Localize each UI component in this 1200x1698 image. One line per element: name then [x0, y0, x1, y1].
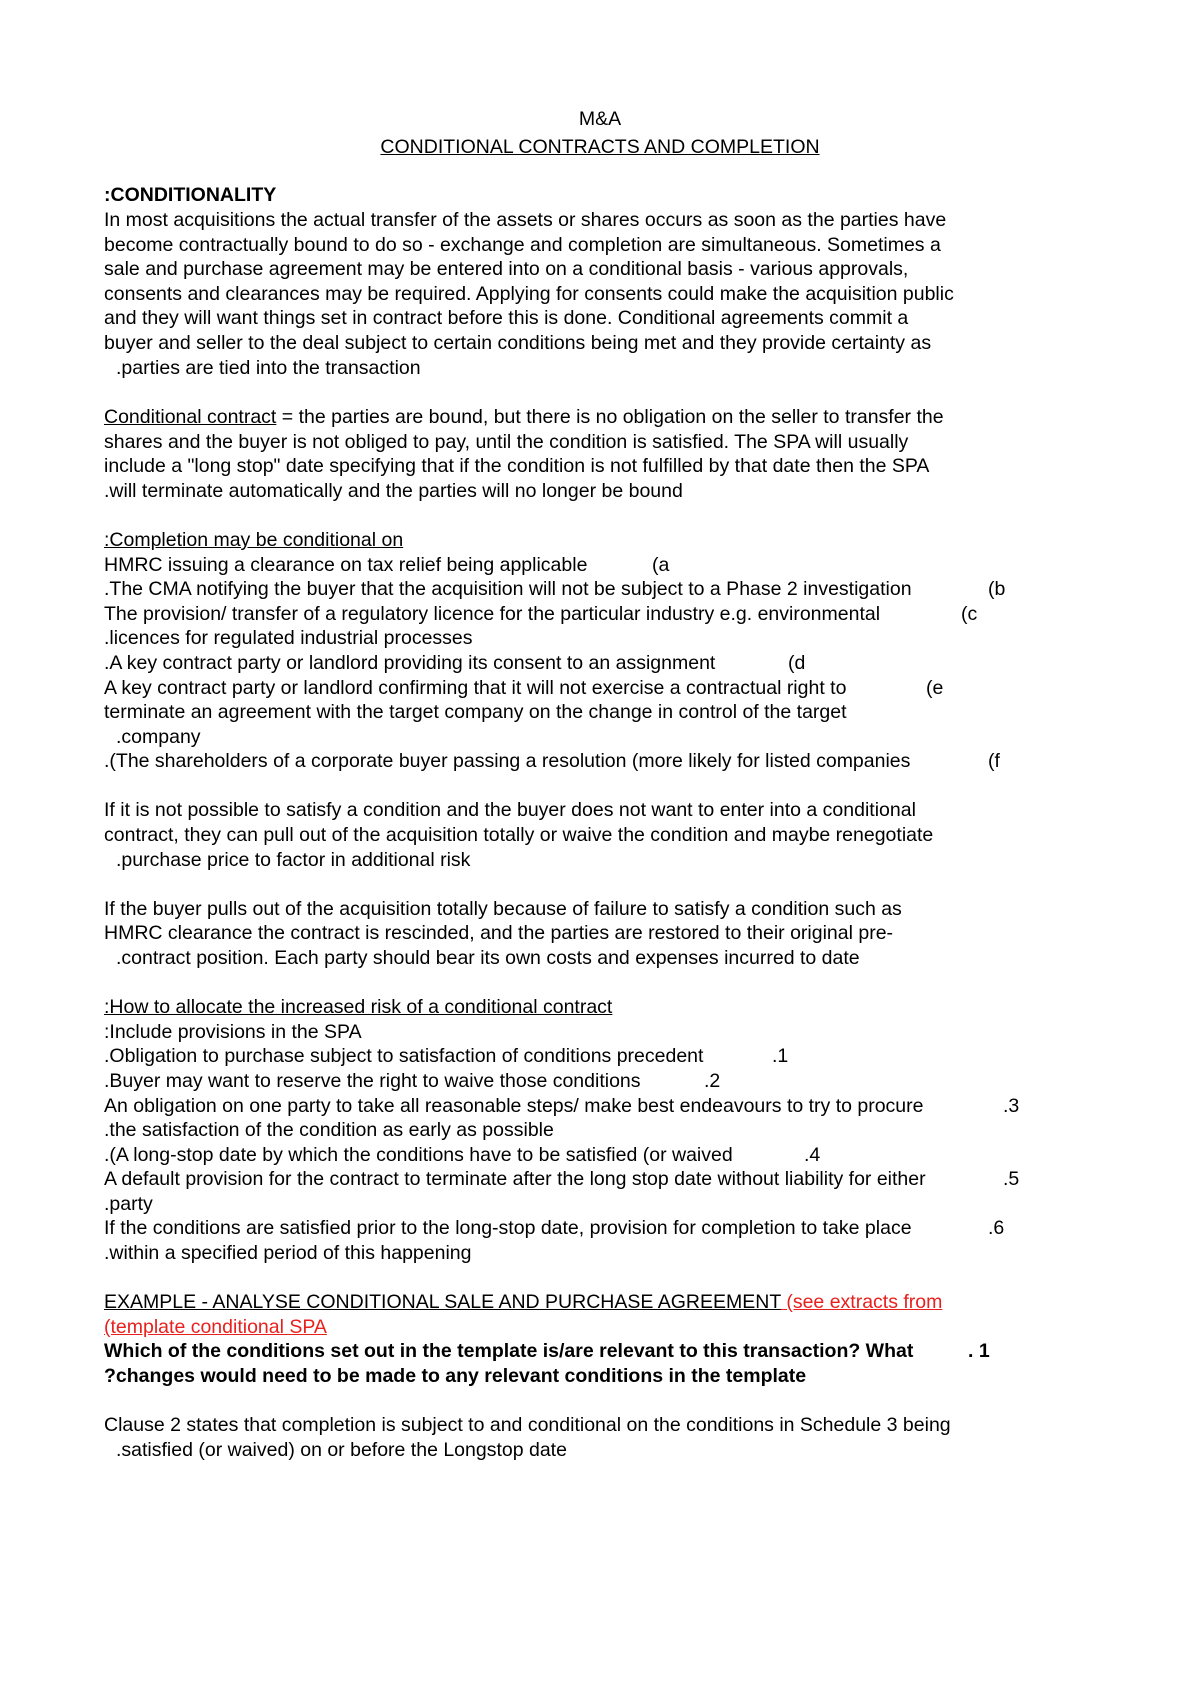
- intro-line: .parties are tied into the transaction: [116, 357, 421, 379]
- completion-item: .The CMA notifying the buyer that the acquisition will not be subject to a Phase 2 investigation: [104, 578, 912, 600]
- intro-line: sale and purchase agreement may be entered into on a conditional basis - various approvals,: [104, 258, 909, 280]
- completion-item-label: (e: [926, 677, 944, 699]
- conditional-contract-paragraph: [104, 405, 944, 429]
- risk-item: If the conditions are satisfied prior to the long-stop date, provision for completion to take place: [104, 1217, 912, 1239]
- intro-line: buyer and seller to the deal subject to certain conditions being met and they provide certainty as: [104, 332, 932, 354]
- conditional-contract-line: include a "long stop" date specifying that if the condition is not fulfilled by that date then the SPA: [104, 455, 930, 477]
- risk-item: .(A long-stop date by which the conditions have to be satisfied (or waived: [104, 1144, 733, 1166]
- completion-item: .licences for regulated industrial processes: [104, 627, 473, 649]
- example-heading-line: [104, 1290, 942, 1314]
- conditionality-heading: :CONDITIONALITY: [104, 184, 277, 206]
- risk-heading: :How to allocate the increased risk of a conditional contract: [104, 996, 613, 1018]
- completion-item: .(The shareholders of a corporate buyer passing a resolution (more likely for listed companies: [104, 750, 911, 772]
- clause-line: .satisfied (or waived) on or before the Longstop date: [116, 1439, 567, 1461]
- risk-item-label: .3: [1003, 1095, 1020, 1117]
- risk-item-label: .4: [804, 1144, 821, 1166]
- completion-item: terminate an agreement with the target company on the change in control of the target: [104, 701, 847, 723]
- completion-item: HMRC issuing a clearance on tax relief being applicable: [104, 554, 588, 576]
- risk-item-label: .2: [704, 1070, 721, 1092]
- intro-line: In most acquisitions the actual transfer of the assets or shares occurs as soon as the parties have: [104, 209, 947, 231]
- waive-line: contract, they can pull out of the acquisition totally or waive the condition and maybe renegotiate: [104, 824, 934, 846]
- question-label: . 1: [968, 1340, 990, 1362]
- completion-item-label: (c: [961, 603, 978, 625]
- example-heading: EXAMPLE - ANALYSE CONDITIONAL SALE AND PURCHASE AGREEMENT: [104, 1291, 781, 1313]
- conditional-contract-line: .will terminate automatically and the parties will no longer be bound: [104, 480, 683, 502]
- rescind-line: If the buyer pulls out of the acquisition totally because of failure to satisfy a condition such as: [104, 898, 902, 920]
- completion-item: The provision/ transfer of a regulatory licence for the particular industry e.g. environmental: [104, 603, 881, 625]
- intro-line: become contractually bound to do so - exchange and completion are simultaneous. Sometimes a: [104, 234, 941, 256]
- risk-item: .the satisfaction of the condition as early as possible: [104, 1119, 554, 1141]
- risk-item: A default provision for the contract to terminate after the long stop date without liability for either: [104, 1168, 926, 1190]
- completion-item: A key contract party or landlord confirming that it will not exercise a contractual right to: [104, 677, 847, 699]
- completion-item-label: (a: [652, 554, 670, 576]
- example-reference: (see extracts from: [780, 1291, 943, 1313]
- risk-item-label: .1: [772, 1045, 789, 1067]
- rescind-line: HMRC clearance the contract is rescinded, and the parties are restored to their original pre-: [104, 922, 894, 944]
- risk-item: .party: [104, 1193, 153, 1215]
- risk-item: .Buyer may want to reserve the right to waive those conditions: [104, 1070, 641, 1092]
- waive-line: If it is not possible to satisfy a condition and the buyer does not want to enter into a conditional: [104, 799, 916, 821]
- example-reference: (template conditional SPA: [104, 1316, 327, 1338]
- completion-item: .A key contract party or landlord providing its consent to an assignment: [104, 652, 716, 674]
- completion-heading: :Completion may be conditional on: [104, 529, 404, 551]
- conditional-contract-line: = the parties are bound, but there is no obligation on the seller to transfer the: [276, 406, 944, 428]
- completion-item: .company: [116, 726, 201, 748]
- clause-line: Clause 2 states that completion is subject to and conditional on the conditions in Schedule 3 being: [104, 1414, 951, 1436]
- risk-item: An obligation on one party to take all reasonable steps/ make best endeavours to try to procure: [104, 1095, 924, 1117]
- conditional-contract-term: Conditional contract: [104, 406, 277, 428]
- completion-item-label: (f: [988, 750, 1000, 772]
- waive-line: .purchase price to factor in additional risk: [116, 849, 471, 871]
- document-subtitle: CONDITIONAL CONTRACTS AND COMPLETION: [380, 136, 820, 158]
- risk-item: .within a specified period of this happening: [104, 1242, 472, 1264]
- question-line: Which of the conditions set out in the template is/are relevant to this transaction? What: [104, 1340, 914, 1362]
- risk-item-label: .5: [1003, 1168, 1020, 1190]
- document-title: M&A: [578, 108, 622, 130]
- completion-item-label: (b: [988, 578, 1006, 600]
- risk-item-label: .6: [988, 1217, 1005, 1239]
- intro-line: and they will want things set in contract before this is done. Conditional agreements commit a: [104, 307, 909, 329]
- intro-line: consents and clearances may be required. Applying for consents could make the acquisition public: [104, 283, 954, 305]
- risk-subheading: :Include provisions in the SPA: [104, 1021, 362, 1043]
- rescind-line: .contract position. Each party should bear its own costs and expenses incurred to date: [116, 947, 860, 969]
- completion-item-label: (d: [788, 652, 806, 674]
- risk-item: .Obligation to purchase subject to satisfaction of conditions precedent: [104, 1045, 704, 1067]
- question-line: ?changes would need to be made to any relevant conditions in the template: [104, 1365, 807, 1387]
- conditional-contract-line: shares and the buyer is not obliged to pay, until the condition is satisfied. The SPA will usually: [104, 431, 909, 453]
